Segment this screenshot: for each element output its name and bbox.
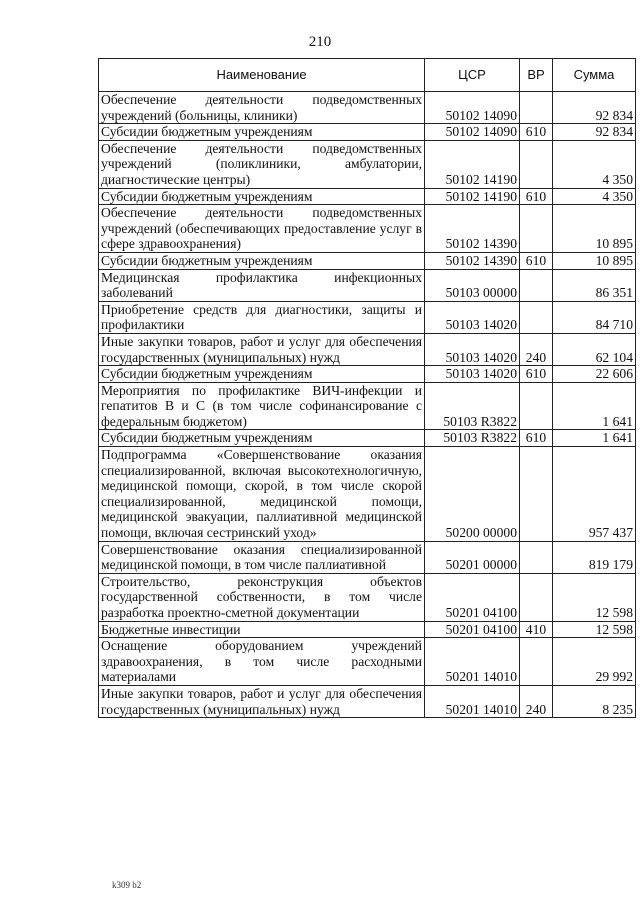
row-csr-cell: 50102 14390 bbox=[425, 252, 520, 269]
row-sum-cell: 12 598 bbox=[553, 573, 636, 621]
row-vr-cell: 610 bbox=[520, 430, 553, 447]
row-sum-cell: 1 641 bbox=[553, 382, 636, 430]
row-csr-cell: 50201 14010 bbox=[425, 685, 520, 717]
table-row bbox=[99, 430, 636, 447]
row-vr-cell bbox=[520, 573, 553, 621]
row-name-cell: Обеспечение деятельности подведомственных учреждений (обеспечивающих предоставление услуг в сфере здравоохранения) bbox=[99, 205, 425, 253]
table-row bbox=[99, 573, 636, 621]
row-sum-cell: 62 104 bbox=[553, 333, 636, 365]
table-body bbox=[99, 92, 636, 718]
row-csr-cell: 50201 04100 bbox=[425, 573, 520, 621]
row-name-cell: Иные закупки товаров, работ и услуг для обеспечения государственных (муниципальных) нужд bbox=[99, 333, 425, 365]
row-csr-cell: 50102 14190 bbox=[425, 140, 520, 188]
column-header-csr: ЦСР bbox=[425, 59, 520, 92]
table-header-row bbox=[99, 59, 636, 92]
row-name-cell: Мероприятия по профилактике ВИЧ-инфекции и гепатитов В и С (в том числе софинансирование с федеральным бюджетом) bbox=[99, 382, 425, 430]
table-row bbox=[99, 140, 636, 188]
row-sum-cell: 4 350 bbox=[553, 188, 636, 205]
table-row bbox=[99, 252, 636, 269]
row-vr-cell bbox=[520, 92, 553, 124]
table-row bbox=[99, 124, 636, 141]
row-name-cell: Бюджетные инвестиции bbox=[99, 621, 425, 638]
row-csr-cell: 50201 00000 bbox=[425, 541, 520, 573]
row-sum-cell: 819 179 bbox=[553, 541, 636, 573]
table-row bbox=[99, 685, 636, 717]
row-vr-cell: 410 bbox=[520, 621, 553, 638]
table-row bbox=[99, 638, 636, 686]
row-sum-cell: 10 895 bbox=[553, 205, 636, 253]
row-vr-cell: 240 bbox=[520, 685, 553, 717]
row-vr-cell: 610 bbox=[520, 366, 553, 383]
table-row bbox=[99, 621, 636, 638]
row-name-cell: Приобретение средств для диагностики, защиты и профилактики bbox=[99, 301, 425, 333]
row-name-cell: Субсидии бюджетным учреждениям bbox=[99, 366, 425, 383]
row-vr-cell bbox=[520, 447, 553, 542]
table-row bbox=[99, 205, 636, 253]
row-name-cell: Иные закупки товаров, работ и услуг для обеспечения государственных (муниципальных) нужд bbox=[99, 685, 425, 717]
row-sum-cell: 10 895 bbox=[553, 252, 636, 269]
table-row bbox=[99, 92, 636, 124]
row-vr-cell: 610 bbox=[520, 252, 553, 269]
row-vr-cell bbox=[520, 541, 553, 573]
row-csr-cell: 50103 R3822 bbox=[425, 430, 520, 447]
row-sum-cell: 92 834 bbox=[553, 124, 636, 141]
row-sum-cell: 12 598 bbox=[553, 621, 636, 638]
row-sum-cell: 29 992 bbox=[553, 638, 636, 686]
row-vr-cell bbox=[520, 205, 553, 253]
row-name-cell: Субсидии бюджетным учреждениям bbox=[99, 430, 425, 447]
row-csr-cell: 50201 04100 bbox=[425, 621, 520, 638]
row-csr-cell: 50103 14020 bbox=[425, 366, 520, 383]
row-sum-cell: 4 350 bbox=[553, 140, 636, 188]
row-sum-cell: 957 437 bbox=[553, 447, 636, 542]
row-csr-cell: 50103 14020 bbox=[425, 301, 520, 333]
row-sum-cell: 86 351 bbox=[553, 269, 636, 301]
page-number: 210 bbox=[308, 34, 332, 50]
row-name-cell: Субсидии бюджетным учреждениям bbox=[99, 252, 425, 269]
row-sum-cell: 8 235 bbox=[553, 685, 636, 717]
row-name-cell: Подпрограмма «Совершенствование оказания специализированной, включая высокотехнологичную, медицинской помощи, скорой, в том числе скорой специализированной, медицинской помощи, медицинской эвакуации, паллиативной медицинской помощи, включая сестринский уход» bbox=[99, 447, 425, 542]
row-csr-cell: 50102 14390 bbox=[425, 205, 520, 253]
budget-table bbox=[98, 58, 636, 718]
row-sum-cell: 84 710 bbox=[553, 301, 636, 333]
table-row bbox=[99, 447, 636, 542]
row-vr-cell: 610 bbox=[520, 188, 553, 205]
row-name-cell: Медицинская профилактика инфекционных заболеваний bbox=[99, 269, 425, 301]
table-row bbox=[99, 333, 636, 365]
table-row bbox=[99, 541, 636, 573]
table-row bbox=[99, 301, 636, 333]
row-sum-cell: 22 606 bbox=[553, 366, 636, 383]
row-vr-cell bbox=[520, 382, 553, 430]
row-vr-cell bbox=[520, 269, 553, 301]
column-header-sum: Сумма bbox=[553, 59, 636, 92]
row-sum-cell: 1 641 bbox=[553, 430, 636, 447]
row-vr-cell bbox=[520, 301, 553, 333]
row-csr-cell: 50102 14190 bbox=[425, 188, 520, 205]
row-name-cell: Обеспечение деятельности подведомственных учреждений (больницы, клиники) bbox=[99, 92, 425, 124]
footer-code: k309 b2 bbox=[112, 880, 142, 890]
row-csr-cell: 50200 00000 bbox=[425, 447, 520, 542]
table-row bbox=[99, 382, 636, 430]
row-csr-cell: 50102 14090 bbox=[425, 124, 520, 141]
row-name-cell: Совершенствование оказания специализированной медицинской помощи, в том числе паллиативной bbox=[99, 541, 425, 573]
row-name-cell: Оснащение оборудованием учреждений здравоохранения, в том числе расходными материалами bbox=[99, 638, 425, 686]
column-header-name: Наименование bbox=[99, 59, 425, 92]
row-csr-cell: 50102 14090 bbox=[425, 92, 520, 124]
row-vr-cell: 240 bbox=[520, 333, 553, 365]
row-csr-cell: 50103 14020 bbox=[425, 333, 520, 365]
row-name-cell: Строительство, реконструкция объектов государственной собственности, в том числе разработка проектно-сметной документации bbox=[99, 573, 425, 621]
row-vr-cell: 610 bbox=[520, 124, 553, 141]
row-vr-cell bbox=[520, 140, 553, 188]
column-header-vr: ВР bbox=[520, 59, 553, 92]
row-name-cell: Субсидии бюджетным учреждениям bbox=[99, 124, 425, 141]
table-row bbox=[99, 188, 636, 205]
table-row bbox=[99, 366, 636, 383]
row-vr-cell bbox=[520, 638, 553, 686]
row-csr-cell: 50103 00000 bbox=[425, 269, 520, 301]
row-sum-cell: 92 834 bbox=[553, 92, 636, 124]
row-csr-cell: 50201 14010 bbox=[425, 638, 520, 686]
row-name-cell: Субсидии бюджетным учреждениям bbox=[99, 188, 425, 205]
row-name-cell: Обеспечение деятельности подведомственных учреждений (поликлиники, амбулатории, диагностические центры) bbox=[99, 140, 425, 188]
row-csr-cell: 50103 R3822 bbox=[425, 382, 520, 430]
table-row bbox=[99, 269, 636, 301]
